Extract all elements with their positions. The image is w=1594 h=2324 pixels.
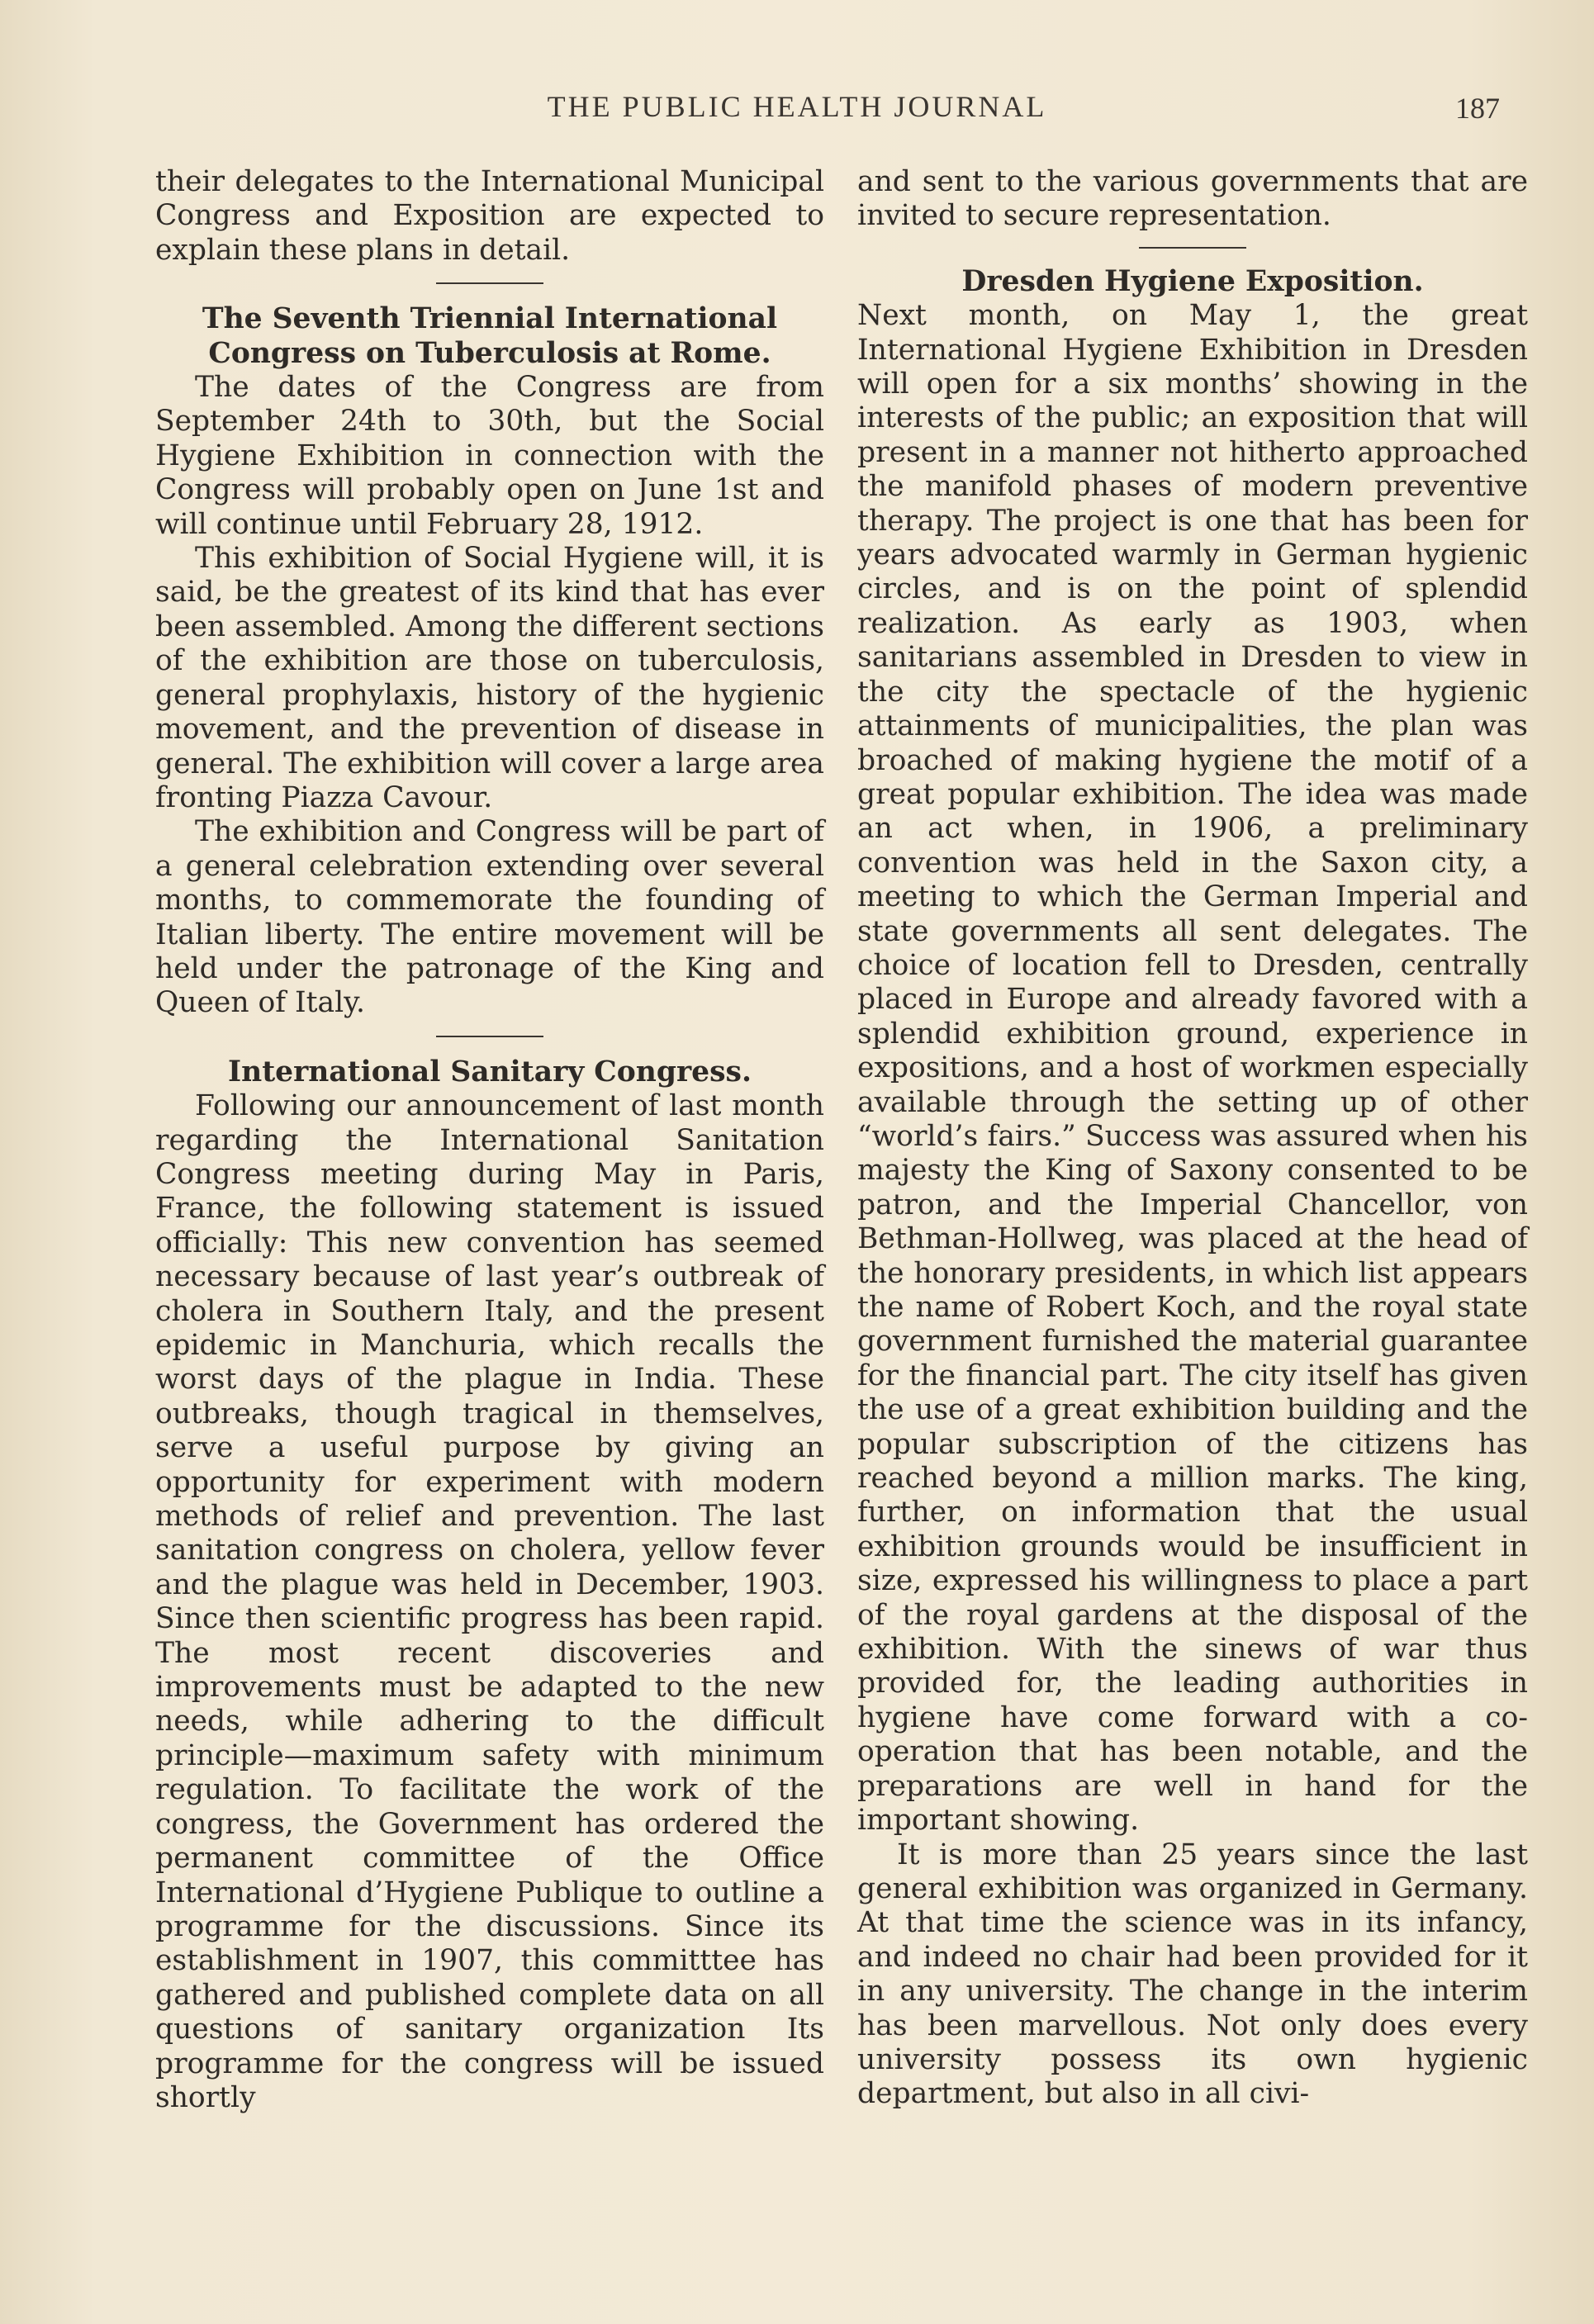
page-number: 187 [1455,92,1500,125]
paragraph: This exhibition of Social Hygiene will, it is said, be the greatest of its kind that has ever been assembled. Among the different sections of the exhibition are those on tuberculosis, general prophylaxis, history of the hygienic movement, and the prevention of disease in general. The exhibition will cover a large area fronting Piazza Cavour. [155,542,824,814]
paragraph: It is more than 25 years since the last general exhibition was organized in Germany. At that time the science was in its infancy, and indeed no chair had been provided for it in any university. The change in the interim has been marvellous. Not only does every university possess its own hygienic department, but also in all civi- [857,1838,1528,2111]
paragraph: The exhibition and Congress will be part of a general celebration extending over several months, to commemorate the founding of Italian liberty. The entire movement will be held under the patronage of the King and Queen of Italy. [155,815,824,1020]
continuation-paragraph: and sent to the various governments that are invited to secure representation. [857,165,1528,233]
section-divider [436,282,543,284]
section-heading-tuberculosis-congress: The Seventh Triennial International Congress on Tuberculosis at Rome. [202,302,778,370]
running-title: THE PUBLIC HEALTH JOURNAL [547,90,1047,123]
left-column [155,165,824,2115]
paragraph: Next month, on May 1, the great International Hygiene Exhibition in Dresden will open for a six months’ showing in the interests of the public; an exposition that will present in a manner not hitherto approached the manifold phases of modern preventive therapy. The project is one that has been for years advocated warmly in German hygienic circles, and is on the point of splendid realization. As early as 1903, when sanitarians assembled in Dresden to view in the city the spectacle of the hygienic attainments of municipalities, the plan was broached of making hygiene the motif of a great popular exhibition. The idea was made an act when, in 1906, a preliminary convention was held in the Saxon city, a meeting to which the German Imperial and state governments all sent delegates. The choice of location fell to Dresden, centrally placed in Europe and already favored with a splendid exhibition ground, experience in expositions, and a host of workmen especially available through the setting up of other “world’s fairs.” Success was assured when his majesty the King of Saxony consented to be patron, and the Imperial Chancellor, von Bethman-Hollweg, was placed at the head of the honorary presidents, in which list appears the name of Robert Koch, and the royal state government furnished the material guarantee for the financial part. The city itself has given the use of a great exhibition building and the popular subscription of the citizens has reached beyond a million marks. The king, further, on information that the usual exhibition grounds would be insufficient in size, expressed his willingness to place a part of the royal gardens at the disposal of the exhibition. With the sinews of war thus provided for, the leading authorities in hygiene have come forward with a co-operation that has been notable, and the preparations are well in hand for the important showing. [857,299,1528,1838]
section-divider [436,1036,543,1037]
right-column [857,165,1528,2112]
section-heading-dresden-exposition: Dresden Hygiene Exposition. [961,264,1424,298]
section-divider [1139,247,1246,249]
paragraph: Following our announcement of last month regarding the International Sanitation Congress meeting during May in Paris, France, the following statement is issued officially: This new convention has seemed necessary because of last year’s outbreak of cholera in Southern Italy, and the present epidemic in Manchuria, which recalls the worst days of the plague in India. These outbreaks, though tragical in themselves, serve a useful purpose by giving an opportunity for experiment with modern methods of relief and prevention. The last sanitation congress on cholera, yellow fever and the plague was held in December, 1903. Since then scientific progress has been rapid. The most recent discoveries and improvements must be adapted to the new needs, while adhering to the difficult principle—maximum safety with minimum regulation. To facilitate the work of the congress, the Government has ordered the permanent committee of the Office International d’Hygiene Publique to outline a programme for the discussions. Since its establishment in 1907, this committtee has gathered and published complete data on all questions of sanitary organization Its programme for the congress will be issued shortly [155,1089,824,2114]
continuation-paragraph: their delegates to the International Municipal Congress and Exposition are expected to explain these plans in detail. [155,165,824,267]
section-heading-sanitary-congress: International Sanitary Congress. [228,1055,752,1088]
paragraph: The dates of the Congress are from September 24th to 30th, but the Social Hygiene Exhibition in connection with the Congress will probably open on June 1st and will continue until February 28, 1912. [155,371,824,541]
